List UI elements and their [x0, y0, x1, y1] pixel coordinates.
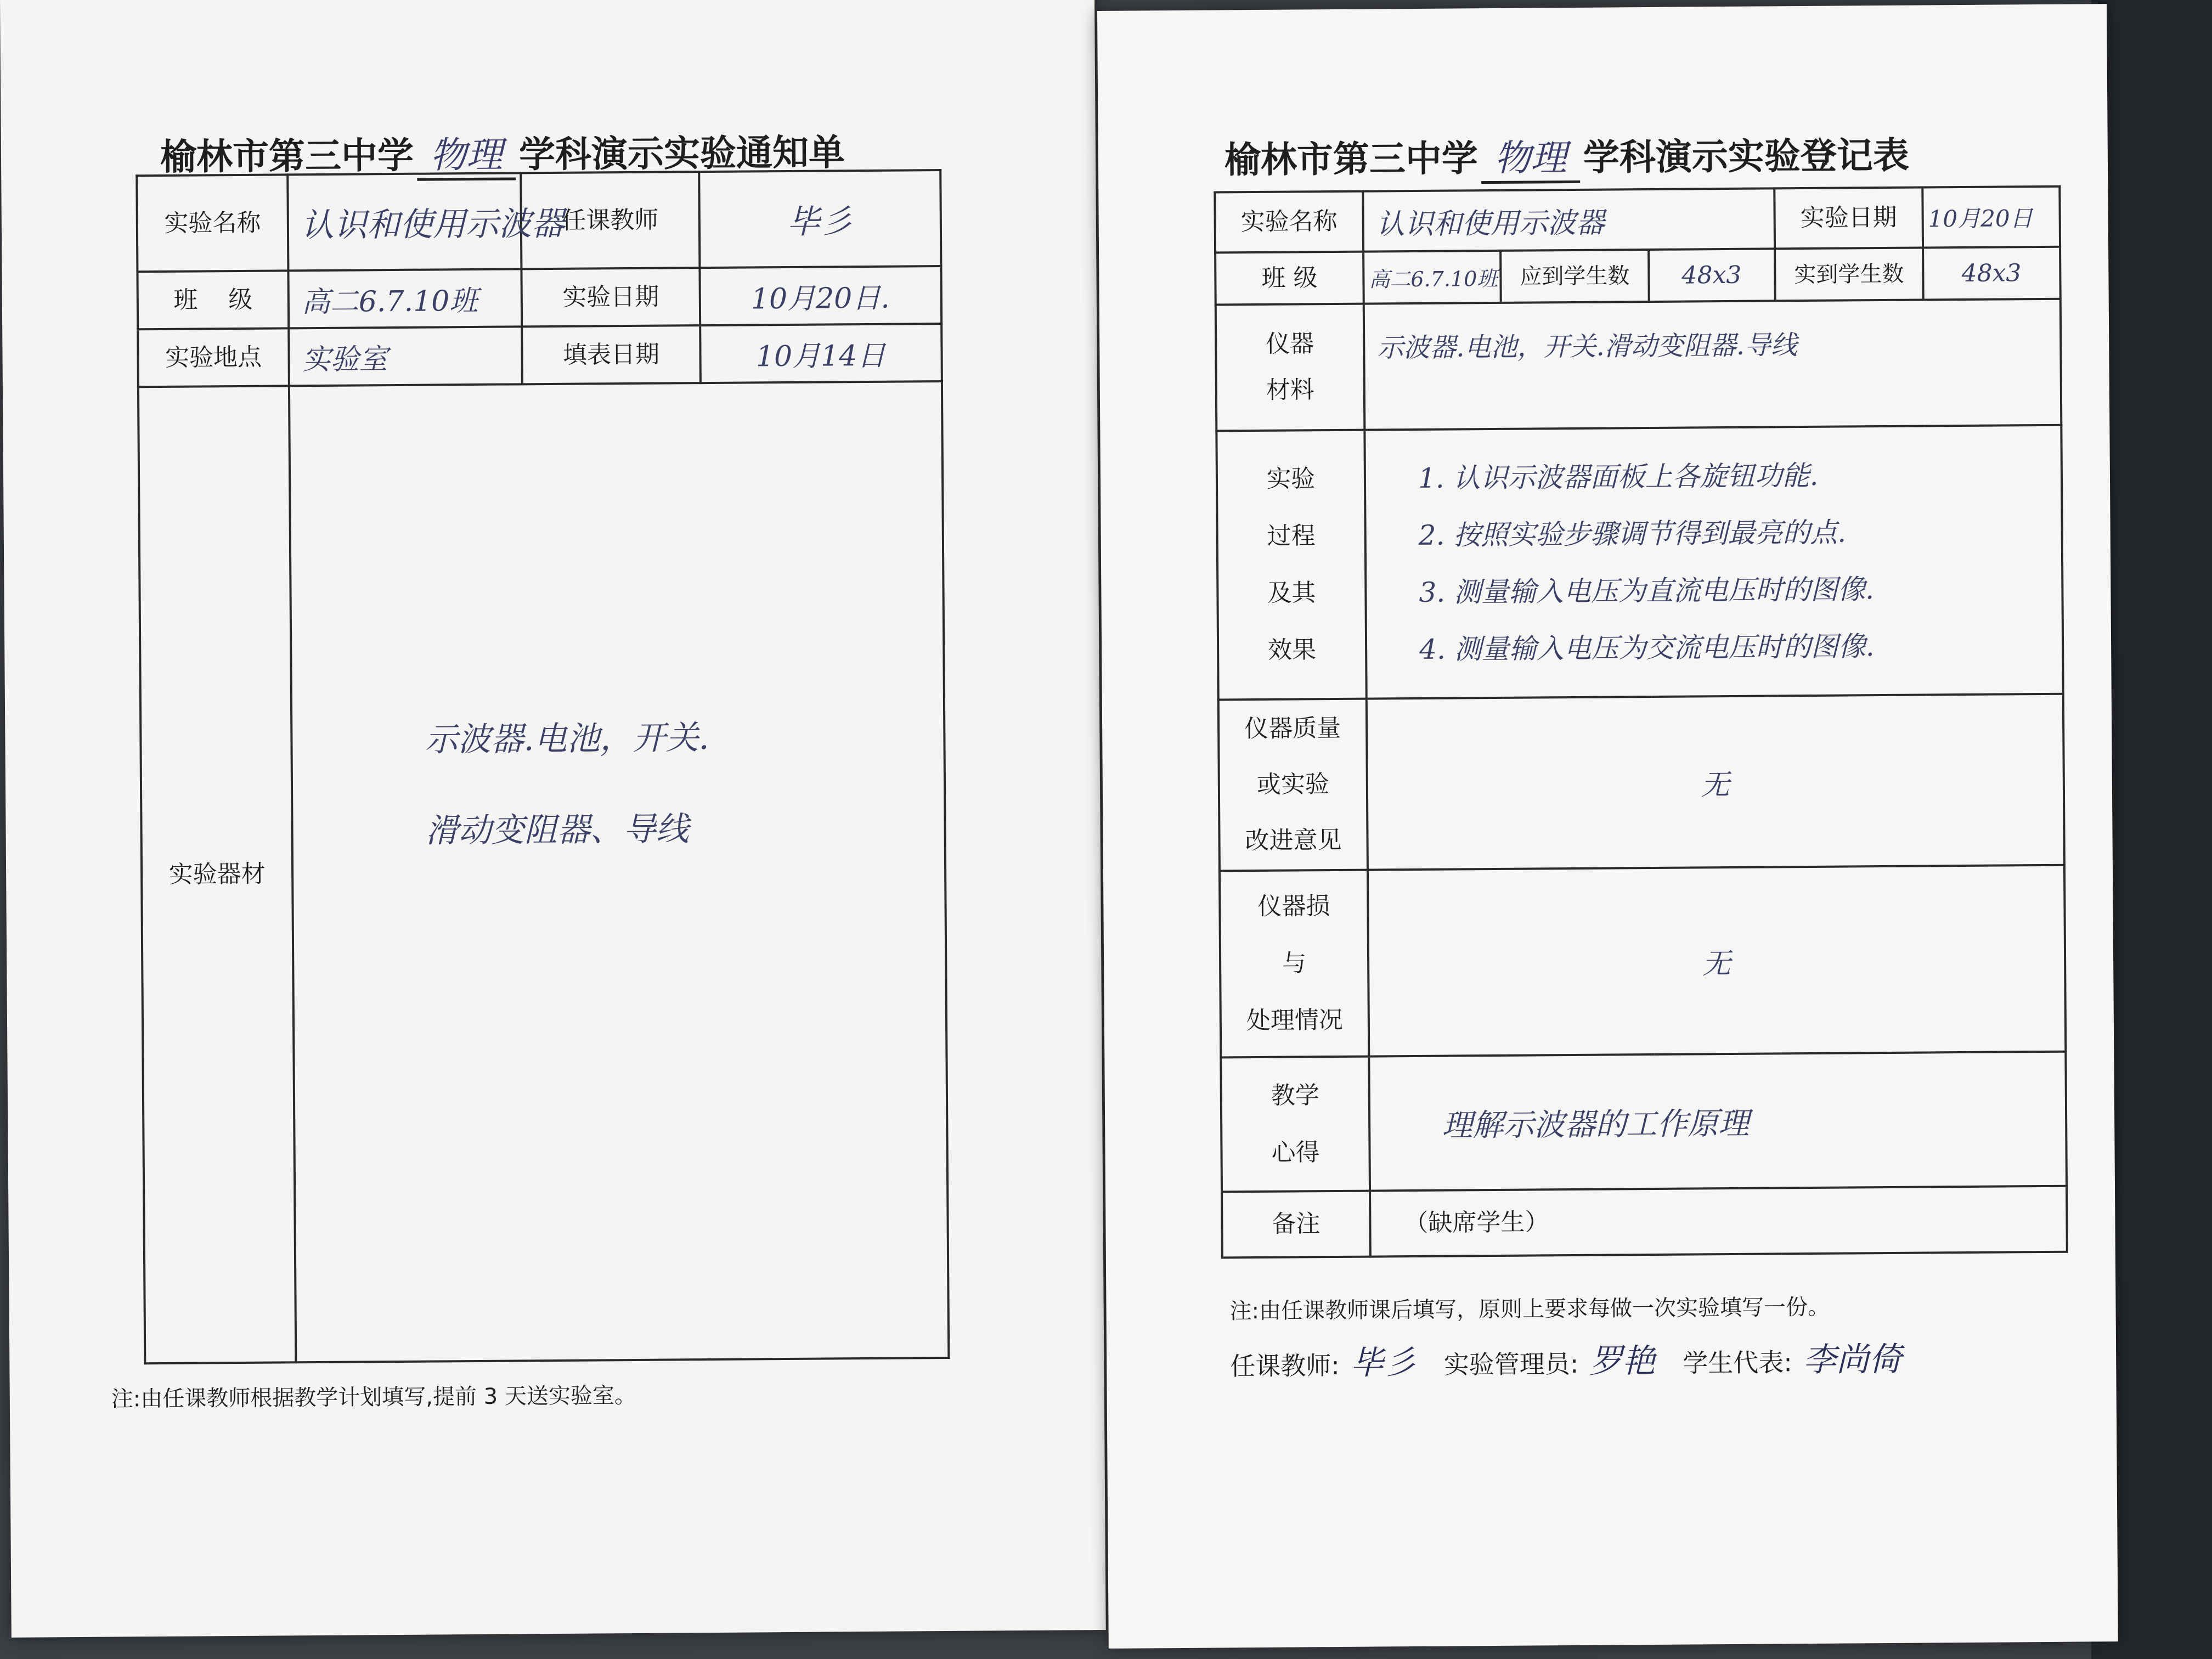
reg-label-actual: 实到学生数	[1775, 248, 1923, 301]
reg-value-quality: 无	[1367, 694, 2064, 870]
reg-value-reflection: 理解示波器的工作原理	[1369, 1052, 2067, 1191]
sig-admin: 罗艳	[1589, 1341, 1656, 1381]
register-title-suffix: 学科演示实验登记表	[1583, 134, 1910, 179]
sig-student-label: 学生代表:	[1683, 1347, 1792, 1378]
reg-step-3: 3. 测量输入电压为直流电压时的图像.	[1419, 573, 1875, 608]
register-subject: 物理	[1481, 128, 1581, 184]
notice-table	[136, 169, 950, 1364]
value-experiment-name: 认识和使用示波器	[287, 173, 521, 270]
sig-admin-label: 实验管理员:	[1443, 1348, 1579, 1380]
register-note: 注:由任课教师课后填写，原则上要求每做一次实验填写一份。	[1229, 1294, 1830, 1324]
register-sheet	[1097, 4, 2118, 1649]
reg-value-remarks: （缺席学生）	[1370, 1186, 2067, 1257]
reg-value-experiment-date: 10月20日	[1922, 187, 2060, 248]
reg-label-expected: 应到学生数	[1500, 250, 1649, 303]
reg-step-2: 2. 按照实验步骤调节得到最亮的点.	[1418, 516, 1847, 551]
label-experiment-name: 实验名称	[137, 174, 288, 272]
reg-value-materials: 示波器.电池，开关.滑动变阻器.导线	[1364, 299, 2062, 430]
value-fill-date: 10月14日	[700, 324, 942, 383]
value-class: 高二6.7.10班	[288, 269, 522, 328]
label-fill-date: 填表日期	[522, 325, 701, 384]
reg-label-class: 班 级	[1215, 252, 1364, 305]
signature-row	[1230, 1333, 1929, 1385]
notice-school: 榆林市第三中学	[160, 134, 414, 178]
label-location: 实验地点	[138, 328, 289, 387]
notice-sheet	[0, 0, 1106, 1638]
value-teacher: 毕彡	[699, 170, 941, 268]
notice-title-suffix: 学科演示实验通知单	[518, 131, 845, 176]
equipment-cell	[289, 381, 949, 1362]
reg-steps-cell	[1364, 425, 2063, 699]
register-school: 榆林市第三中学	[1224, 137, 1479, 182]
reg-label-reflection: 教学 心得	[1221, 1057, 1370, 1192]
label-experiment-date: 实验日期	[521, 268, 700, 326]
reg-label-materials: 仪器 材料	[1216, 304, 1365, 431]
register-table	[1214, 185, 2068, 1259]
value-location: 实验室	[289, 326, 522, 386]
reg-label-experiment-name: 实验名称	[1215, 191, 1363, 253]
reg-label-quality: 仪器质量 或实验 改进意见	[1218, 699, 1368, 871]
register-title	[1224, 126, 1910, 186]
label-equipment: 实验器材	[138, 386, 296, 1363]
reg-value-damage: 无	[1368, 865, 2066, 1057]
reg-label-remarks: 备注	[1222, 1191, 1370, 1258]
label-teacher: 任课教师	[521, 172, 699, 269]
notice-subject: 物理	[417, 125, 516, 180]
reg-label-process: 实验 过程 及其 效果	[1216, 430, 1366, 700]
reg-label-damage: 仪器损 与 处理情况	[1220, 870, 1369, 1058]
reg-step-4: 4. 测量输入电压为交流电压时的图像.	[1419, 630, 1875, 665]
label-class: 班 级	[137, 270, 289, 329]
reg-label-experiment-date: 实验日期	[1774, 188, 1923, 249]
reg-value-experiment-name: 认识和使用示波器	[1363, 188, 1775, 251]
notice-note: 注:由任课教师根据教学计划填写,提前 3 天送实验室。	[111, 1383, 637, 1412]
value-experiment-date: 10月20日.	[699, 266, 941, 325]
value-equipment-line2: 滑动变阻器、导线	[425, 810, 689, 850]
sig-teacher-label: 任课教师:	[1230, 1350, 1340, 1381]
value-equipment-line1: 示波器.电池，开关.	[425, 719, 709, 759]
reg-step-1: 1. 认识示波器面板上各旋钮功能.	[1418, 459, 1819, 494]
reg-value-actual: 48x3	[1923, 247, 2061, 300]
reg-value-class: 高二6.7.10班	[1363, 251, 1501, 304]
sig-student: 李尚倚	[1803, 1340, 1902, 1380]
reg-value-expected: 48x3	[1649, 249, 1775, 302]
sig-teacher: 毕彡	[1350, 1343, 1417, 1383]
